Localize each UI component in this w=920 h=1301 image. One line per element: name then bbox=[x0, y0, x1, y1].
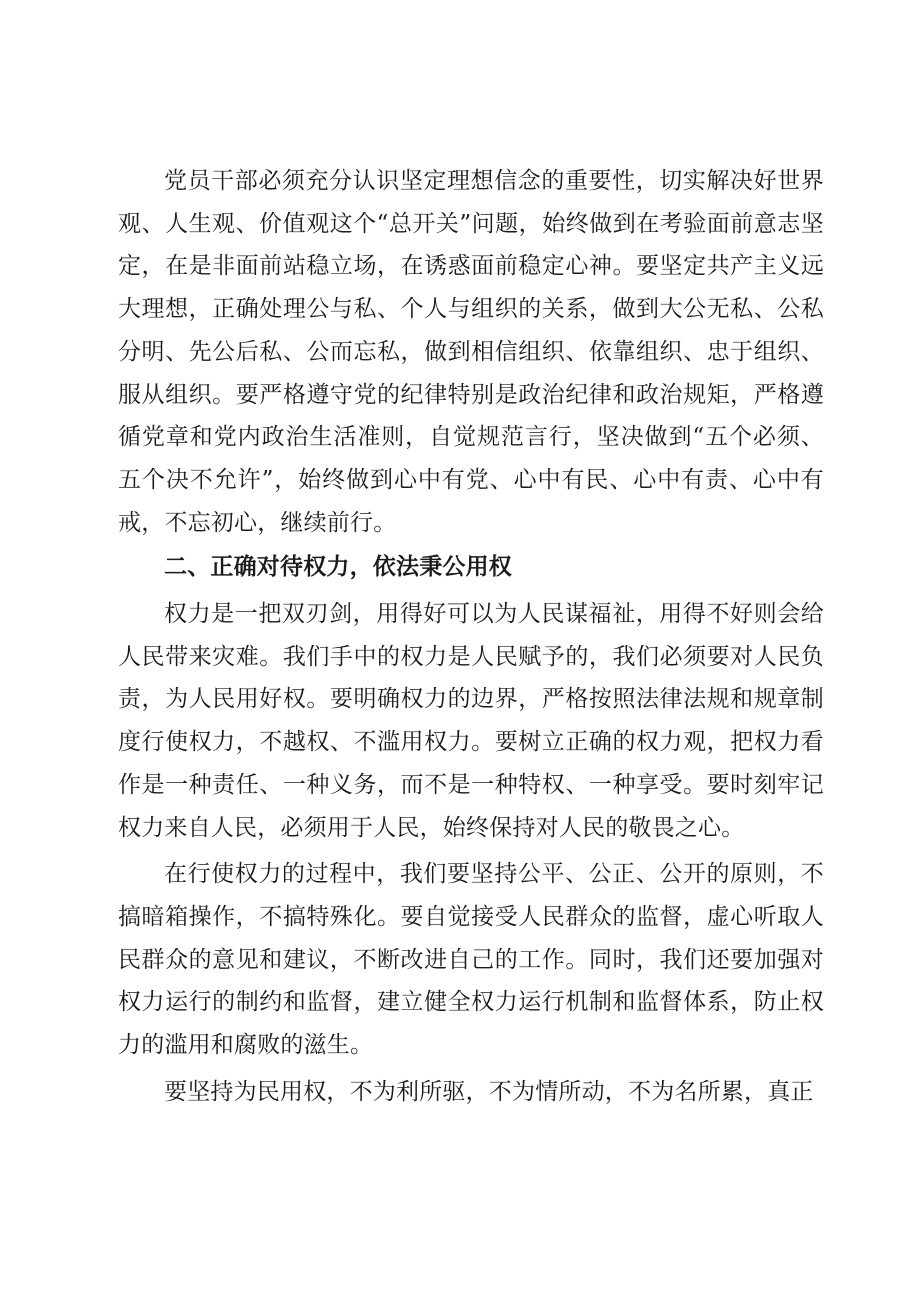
body-paragraph-fairness: 在行使权力的过程中，我们要坚持公平、公正、公开的原则，不搞暗箱操作，不搞特殊化。要自觉接受人民群众的监督，虚心听取人民群众的意见和建议，不断改进自己的工作。同时，我们还要加强对权力运行的制约和监督，建立健全权力运行机制和监督体系，防止权力的滥用和腐败的滋生。 bbox=[118, 861, 824, 1059]
body-paragraph-for-people: 要坚持为民用权，不为利所驱，不为情所动，不为名所累，真正 bbox=[164, 1078, 814, 1105]
document-body bbox=[118, 160, 824, 1113]
section-heading: 二、正确对待权力，依法秉公用权 bbox=[164, 554, 512, 581]
body-paragraph-power: 权力是一把双刃剑，用得好可以为人民谋福祉，用得不好则会给人民带来灾难。我们手中的权力是人民赋予的，我们必须要对人民负责，为人民用好权。要明确权力的边界，严格按照法律法规和规章制度行使权力，不越权、不滥用权力。要树立正确的权力观，把权力看作是一种责任、一种义务，而不是一种特权、一种享受。要时刻牢记权力来自人民，必须用于人民，始终保持对人民的敬畏之心。 bbox=[118, 601, 824, 841]
body-paragraph-ideals: 党员干部必须充分认识坚定理想信念的重要性，切实解决好世界观、人生观、价值观这个“总开关”问题，始终做到在考验面前意志坚定，在是非面前站稳立场，在诱惑面前稳定心神。要坚定共产主义远大理想，正确处理公与私、个人与组织的关系，做到大公无私、公私分明、先公后私、公而忘私，做到相信组织、依靠组织、忠于组织、服从组织。要严格遵守党的纪律特别是政治纪律和政治规矩，严格遵循党章和党内政治生活准则，自觉规范言行，坚决做到“五个必须、五个决不允许”，始终做到心中有党、心中有民、心中有责、心中有戒，不忘初心，继续前行。 bbox=[118, 168, 824, 536]
